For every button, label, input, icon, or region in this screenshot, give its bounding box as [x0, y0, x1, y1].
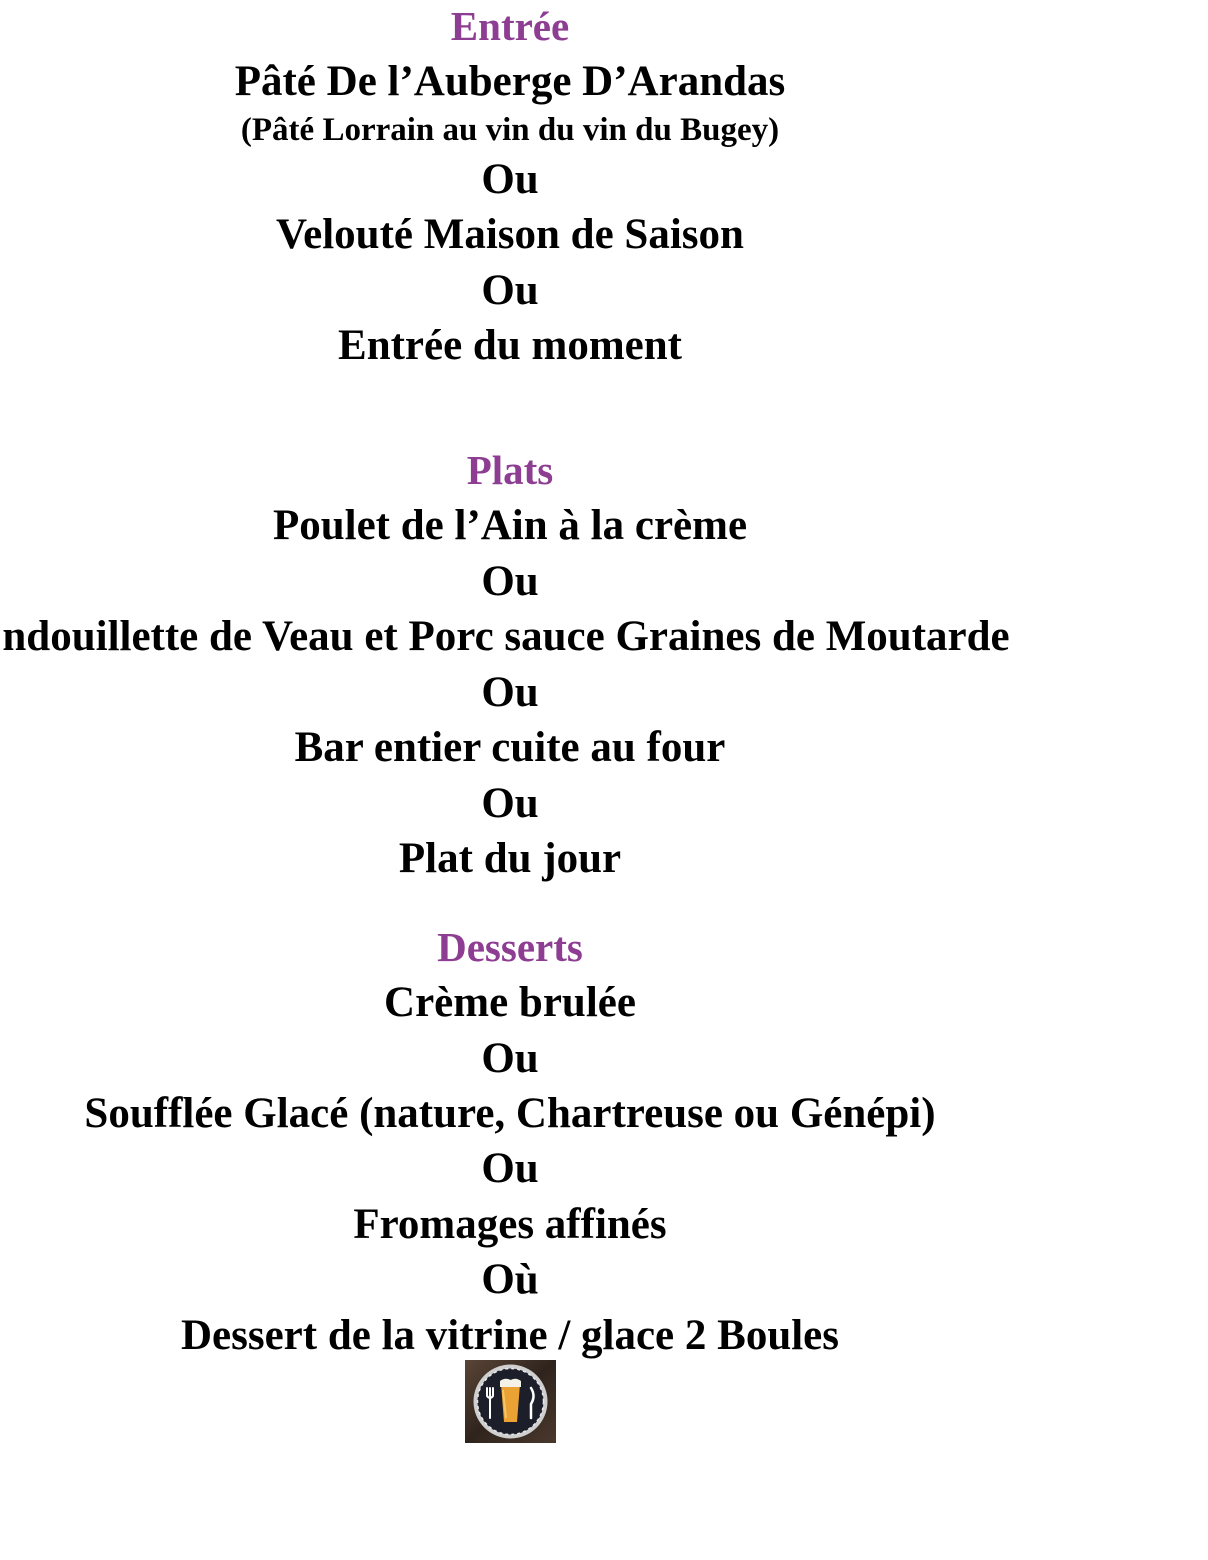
plats-or-1: Ou	[481, 558, 539, 605]
plats-item-andouillette: ndouillette de Veau et Porc sauce Graines de Moutarde	[2, 613, 1010, 660]
desserts-heading: Desserts	[437, 924, 583, 970]
plats-item-plat-du-jour: Plat du jour	[398, 835, 622, 882]
entree-heading: Entrée	[450, 3, 570, 49]
entree-item-veloute: Velouté Maison de Saison	[276, 211, 744, 258]
desserts-item-soufflee: Soufflée Glacé (nature, Chartreuse ou Génépi)	[84, 1090, 936, 1137]
desserts-or-1: Ou	[481, 1035, 539, 1082]
plats-or-3: Ou	[481, 780, 539, 827]
entree-item-pate: Pâté De l’Auberge D’Arandas	[234, 58, 786, 105]
desserts-item-vitrine: Dessert de la vitrine / glace 2 Boules	[180, 1312, 840, 1359]
entree-or-2: Ou	[481, 267, 539, 314]
restaurant-logo	[465, 1360, 556, 1443]
plats-item-bar: Bar entier cuite au four	[294, 724, 726, 771]
desserts-item-fromages: Fromages affinés	[353, 1201, 667, 1248]
desserts-item-creme-brulee: Crème brulée	[384, 979, 636, 1026]
beer-glass-cutlery-icon	[465, 1360, 556, 1443]
desserts-or-3: Où	[481, 1256, 539, 1303]
entree-item-pate-note: (Pâté Lorrain au vin du vin du Bugey)	[240, 112, 780, 148]
entree-or-1: Ou	[481, 156, 539, 203]
entree-item-moment: Entrée du moment	[338, 322, 682, 369]
plats-heading: Plats	[466, 447, 554, 493]
plats-or-2: Ou	[481, 669, 539, 716]
plats-item-poulet: Poulet de l’Ain à la crème	[272, 502, 748, 549]
desserts-or-2: Ou	[481, 1145, 539, 1192]
